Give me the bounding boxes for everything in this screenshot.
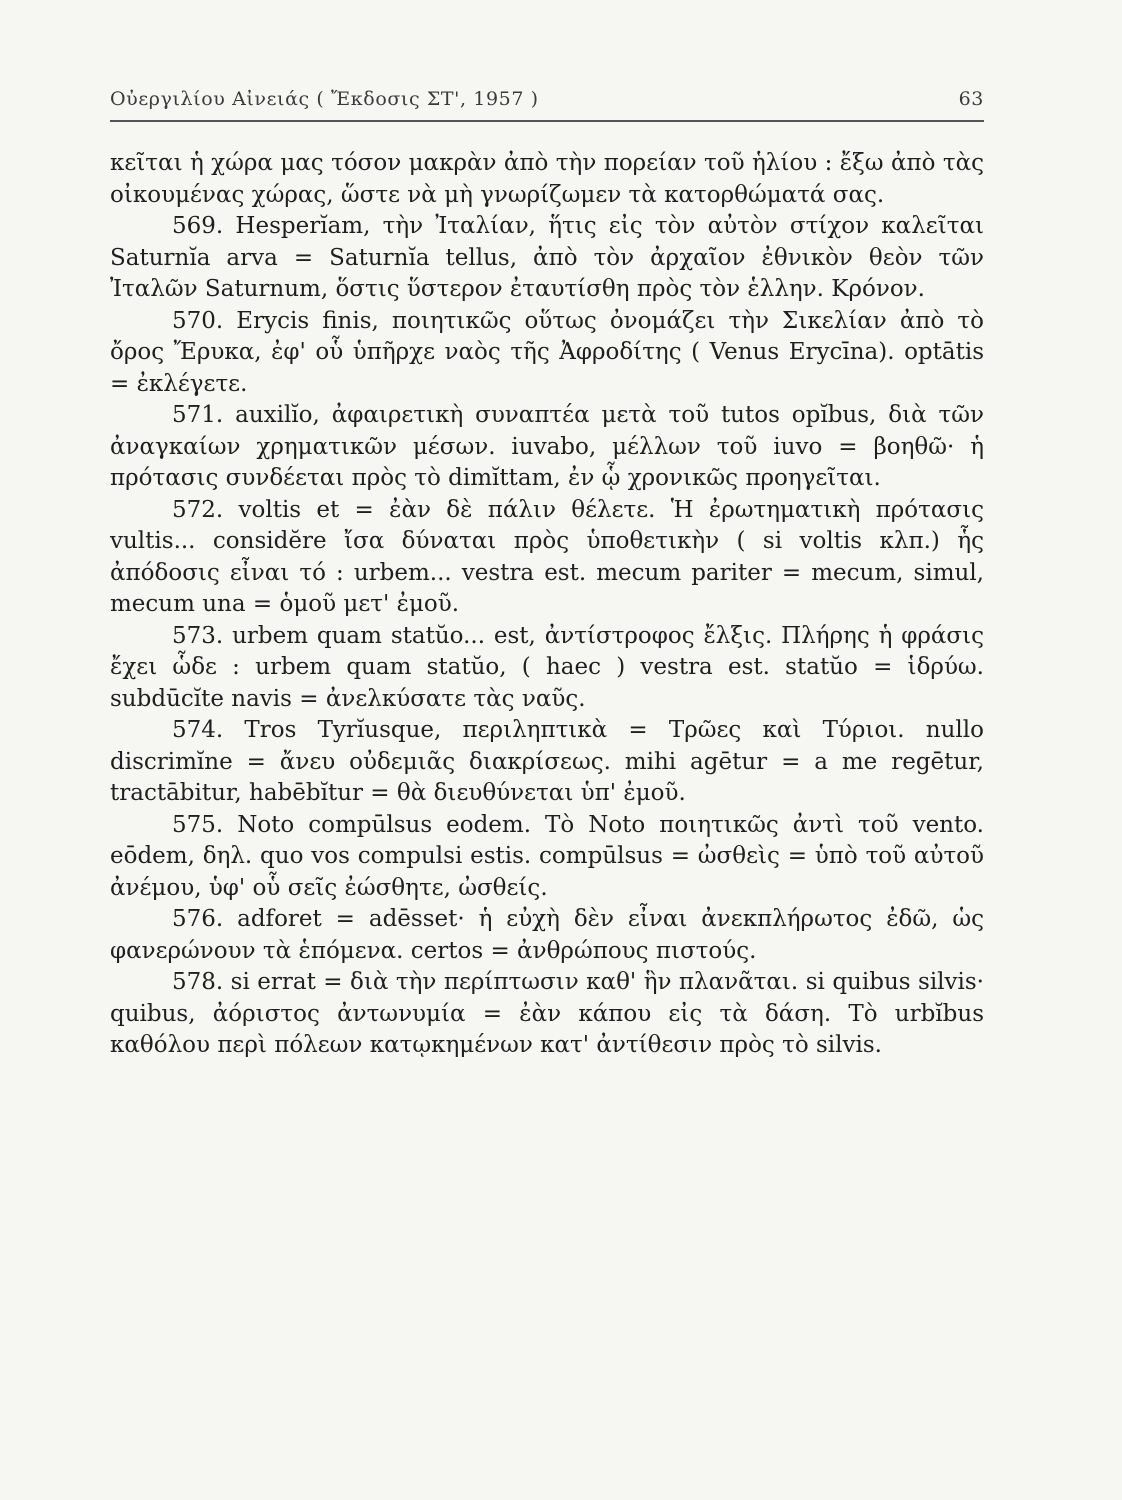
note-575: 575. Noto compūlsus eodem. Τὸ Noto ποιητικῶς ἀντὶ τοῦ vento. eōdem, δηλ. quo vos compulsi estis. compūlsus = ὠσθεὶς = ὑπὸ τοῦ αὐτοῦ ἀνέμου, ὑφ' οὗ σεῖς ἐώσθητε, ὠσθείς. [110, 811, 984, 901]
note-573: 573. urbem quam statŭo... est, ἀντίστροφος ἔλξις. Πλήρης ἡ φράσις ἔχει ὧδε : urbem quam statŭo, ( haec ) vestra est. statŭo = ἱδρύω. subdūcĭte navis = ἀνελκύσατε τὰς ναῦς. [110, 622, 984, 712]
paragraph-continuation: κεῖται ἡ χώρα μας τόσον μακρὰν ἀπὸ τὴν πορείαν τοῦ ἡλίου : ἔξω ἀπὸ τὰς οἰκουμένας χώρας, ὥστε νὰ μὴ γνωρίζωμεν τὰ κατορθώματά σας. [110, 150, 984, 208]
note-570: 570. Erycis finis, ποιητικῶς οὕτως ὀνομάζει τὴν Σικελίαν ἀπὸ τὸ ὄρος Ἔρυκα, ἐφ' οὗ ὑπῆρχε ναὸς τῆς Ἀφροδίτης ( Venus Erycīna). optātis = ἐκλέγετε. [110, 307, 984, 397]
running-title: Οὐεργιλίου Αἰνειάς ( Ἔκδοσις ΣΤ', 1957 ) [110, 88, 539, 110]
note-578: 578. si errat = διὰ τὴν περίπτωσιν καθ' ἣν πλανᾶται. si quibus silvis· quibus, ἀόριστος ἀντωνυμία = ἐὰν κάπου εἰς τὰ δάση. Τὸ urbĭbus καθόλου περὶ πόλεων κατῳκημένων κατ' ἀντίθεσιν πρὸς τὸ silvis. [110, 969, 984, 1058]
note-572: 572. voltis et = ἐὰν δὲ πάλιν θέλετε. Ἡ ἐρωτηματικὴ πρότασις vultis... considĕre ἴσα δύναται πρὸς ὑποθετικὴν ( si voltis κλπ.) ἧς ἀπόδοσις εἶναι τό : urbem... vestra est. mecum pariter = mecum, simul, mecum una = ὁμοῦ μετ' ἐμοῦ. [110, 496, 984, 617]
running-header [110, 88, 984, 114]
page-number: 63 [958, 88, 984, 110]
header-rule [110, 120, 984, 122]
commentary-body [110, 148, 984, 1062]
document-page [110, 0, 984, 1500]
note-576: 576. adforet = adēsset· ἡ εὐχὴ δὲν εἶναι ἀνεκπλήρωτος ἐδῶ, ὡς φανερώνουν τὰ ἑπόμενα. certos = ἀνθρώπους πιστούς. [110, 906, 984, 964]
note-574: 574. Tros Tyrĭusque, περιληπτικὰ = Τρῶες καὶ Τύριοι. nullo discrimĭne = ἄνευ οὐδεμιᾶς διακρίσεως. mihi agētur = a me regētur, tractābitur, habēbĭtur = θὰ διευθύνεται ὑπ' ἐμοῦ. [110, 717, 984, 806]
note-571: 571. auxilĭo, ἀφαιρετικὴ συναπτέα μετὰ τοῦ tutos opĭbus, διὰ τῶν ἀναγκαίων χρηματικῶν μέσων. iuvabo, μέλλων τοῦ iuvo = βοηθῶ· ἡ πρότασις συνδέεται πρὸς τὸ dimĭttam, ἐν ᾧ χρονικῶς προηγεῖται. [110, 402, 984, 491]
note-569: 569. Hesperĭam, τὴν Ἰταλίαν, ἥτις εἰς τὸν αὐτὸν στίχον καλεῖται Saturnĭa arva = Saturnĭa tellus, ἀπὸ τὸν ἀρχαῖον ἐθνικὸν θεὸν τῶν Ἰταλῶν Saturnum, ὅστις ὕστερον ἐταυτίσθη πρὸς τὸν ἑλλην. Κρόνον. [110, 213, 984, 302]
